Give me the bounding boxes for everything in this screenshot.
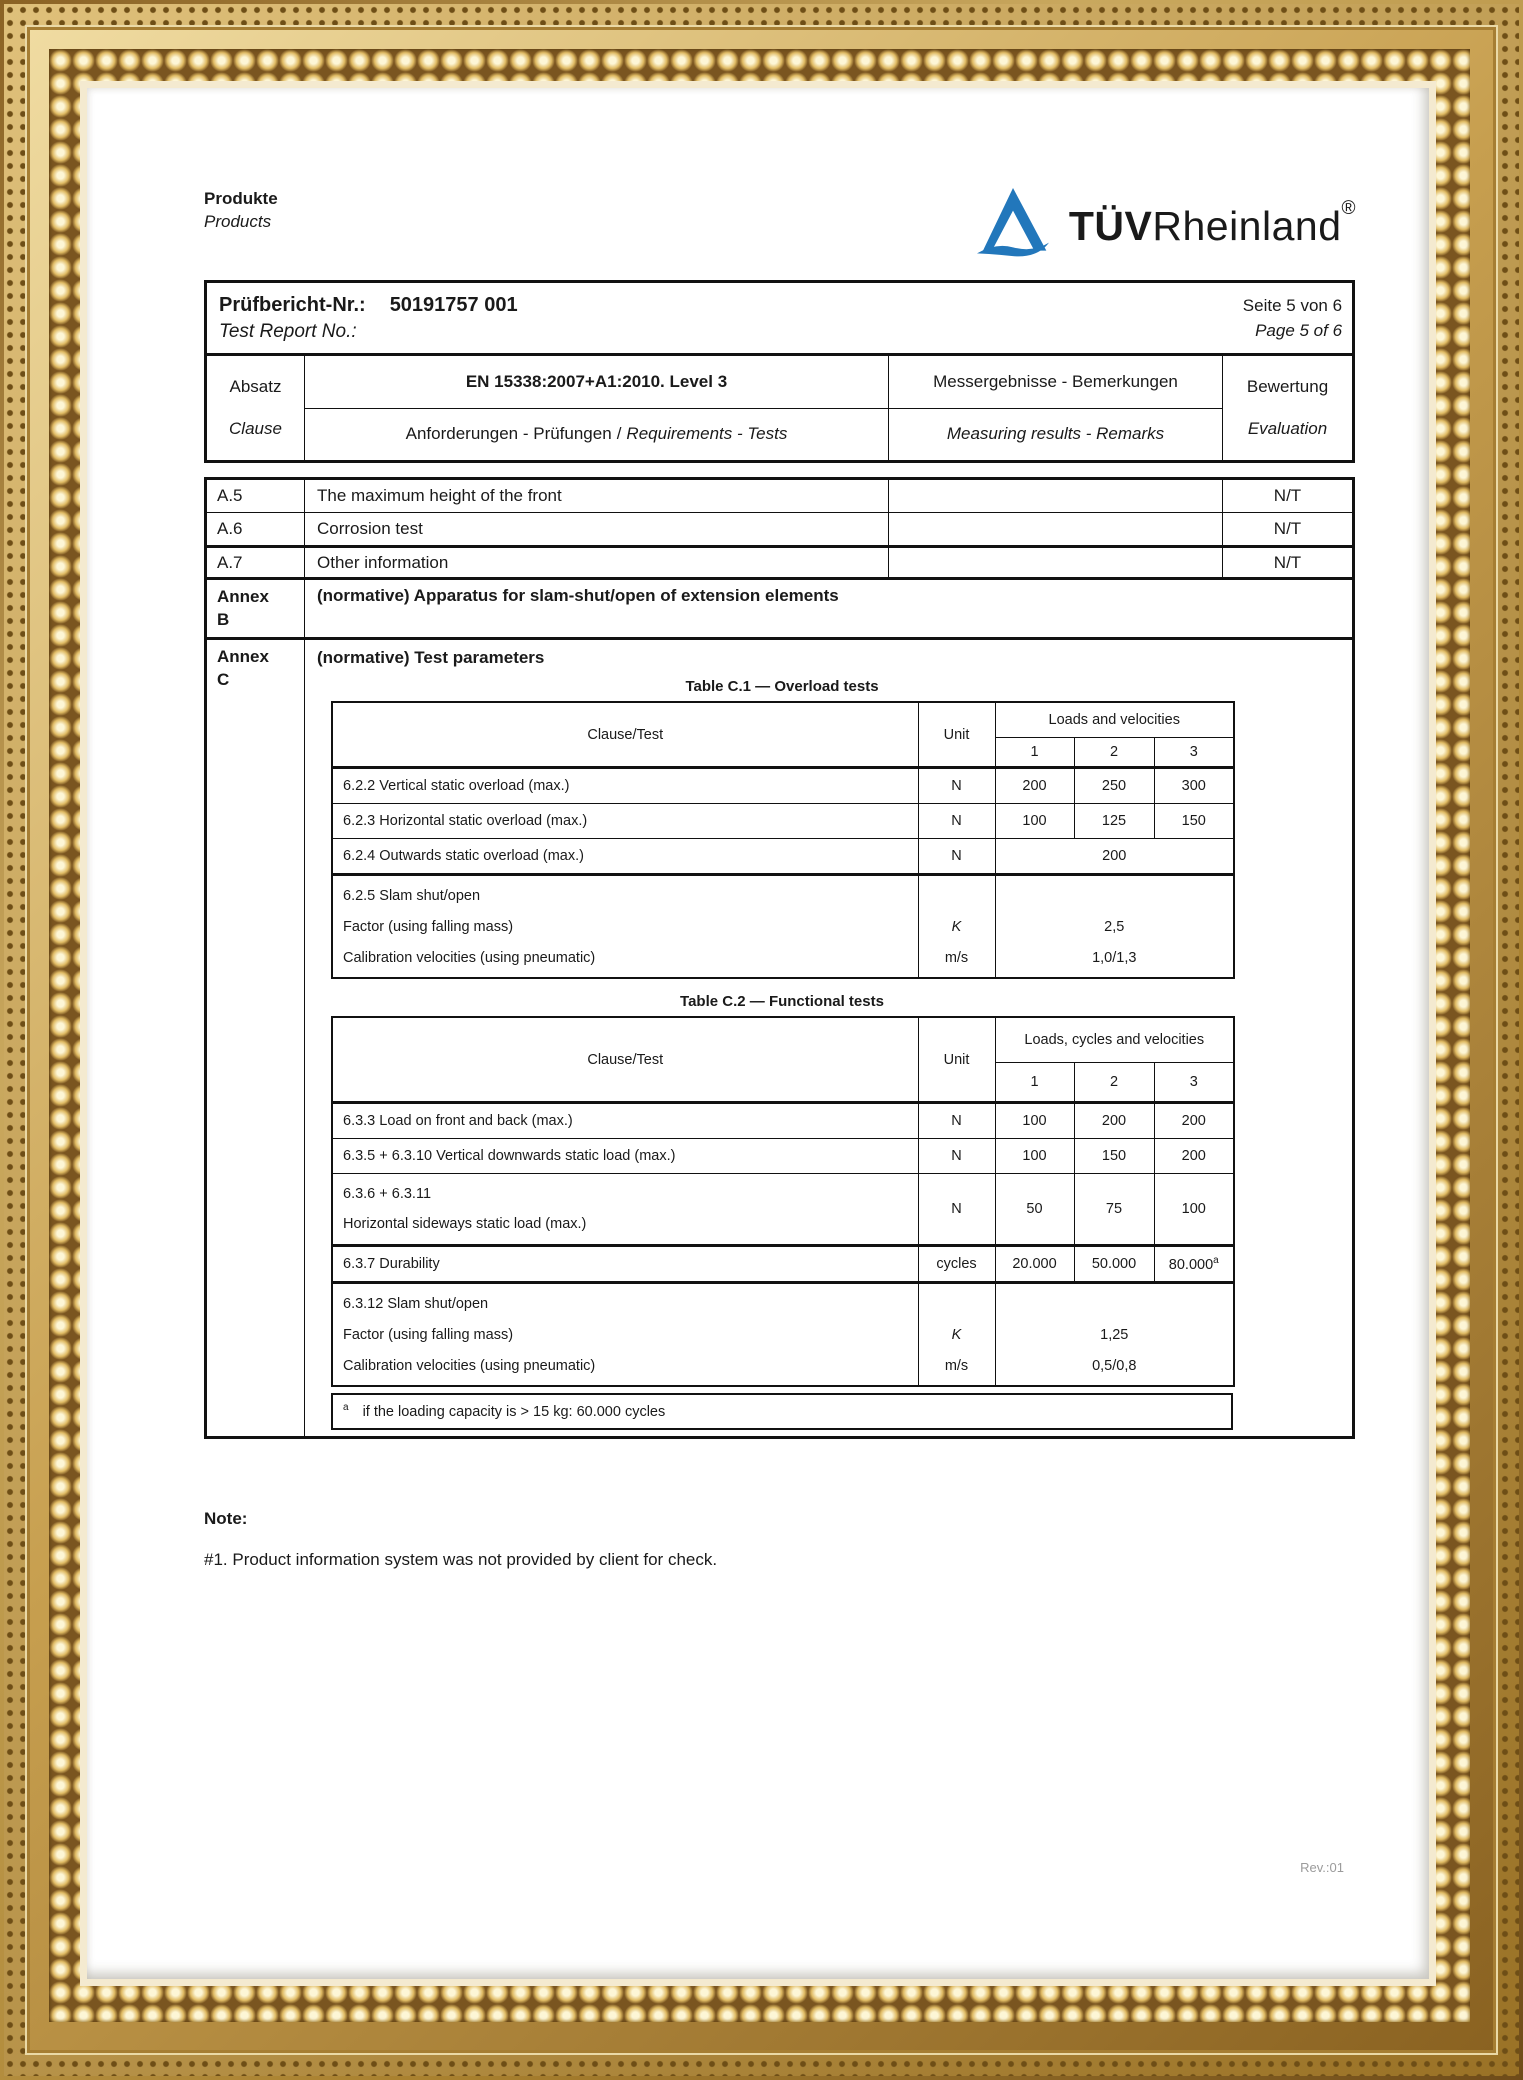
table-row: 6.2.4 Outwards static overload (max.) N 200 [332, 839, 1234, 875]
col-level-3: 3 [1154, 1063, 1234, 1103]
footnote-ref: a [1213, 1255, 1219, 1267]
footnote-marker: a [343, 1402, 349, 1413]
table-row: 6.3.5 + 6.3.10 Vertical downwards static load (max.) N 100 150 200 [332, 1139, 1234, 1174]
table-row: 6.3.6 + 6.3.11 Horizontal sideways static load (max.) N 50 75 100 [332, 1174, 1234, 1246]
col-unit: Unit [918, 702, 995, 768]
requirement-cell: Corrosion test [305, 513, 889, 547]
revision-label: Rev.:01 [1300, 1860, 1344, 1875]
report-number-block [219, 291, 518, 345]
clause-cell: A.5 [206, 479, 305, 513]
tuv-triangle-icon [973, 180, 1053, 268]
document-content [204, 88, 1356, 1570]
table-row-a6 [206, 513, 1354, 547]
table-row-a5 [206, 479, 1354, 513]
table-c2-caption: Table C.2 — Functional tests [680, 993, 884, 1010]
report-number-value: 50191757 001 [389, 294, 518, 317]
logo-tuv: TÜV [1068, 203, 1153, 249]
result-cell [889, 513, 1223, 547]
col-group-label: Loads and velocities [995, 702, 1234, 738]
evaluation-cell: N/T [1223, 479, 1354, 513]
document-page [87, 88, 1429, 1979]
table-row: 6.2.5 Slam shut/open [332, 875, 1234, 912]
table-row: Calibration velocities (using pneumatic) m/s 0,5/0,8 [332, 1350, 1234, 1386]
clause-cell: A.7 [206, 547, 305, 579]
requirements-table [204, 477, 1355, 1439]
annex-c-content [305, 639, 1354, 1438]
table-c1-caption: Table C.1 — Overload tests [685, 678, 879, 695]
brand-row [204, 188, 1356, 280]
page-indicator-block [1243, 293, 1342, 344]
table-row: 6.3.3 Load on front and back (max.) N 100 200 200 [332, 1103, 1234, 1139]
column-header-requirements [305, 355, 889, 462]
col-level-2: 2 [1074, 738, 1154, 768]
table-c2-footnote: $^a$ if the loading capacity is > 15 kg: 60.000 cycles [331, 1393, 1233, 1430]
column-header-evaluation: Bewertung Evaluation [1246, 377, 1329, 438]
table-row: 6.3.12 Slam shut/open [332, 1283, 1234, 1320]
table-row: 6.2.3 Horizontal static overload (max.) N 100 125 150 [332, 804, 1234, 839]
annex-b-title: (normative) Apparatus for slam-shut/open of extension elements [305, 579, 1354, 639]
two-line-clause: 6.3.6 + 6.3.11 Horizontal sideways static load (max.) [332, 1174, 918, 1246]
note-text: #1. Product information system was not provided by client for check. [204, 1549, 718, 1569]
table-row: 6.2.2 Vertical static overload (max.) N 200 250 300 [332, 768, 1234, 804]
evaluation-cell: N/T [1223, 513, 1354, 547]
corner-label [204, 188, 278, 234]
registered-mark: ® [1341, 198, 1356, 219]
durability-level3-value: 80.000$^a$ [1154, 1246, 1234, 1283]
table-row: Factor (using falling mass) K 2,5 [332, 911, 1234, 942]
table-row-a7 [206, 547, 1354, 579]
table-row-durability: 6.3.7 Durability cycles 20.000 50.000 80.000$^a$ [332, 1246, 1234, 1283]
corner-label-de: Produkte [204, 189, 278, 208]
table-c2-functional-tests [331, 1016, 1235, 1387]
result-cell [889, 547, 1223, 579]
annex-c-title: (normative) Test parameters [317, 648, 545, 667]
col-level-2: 2 [1074, 1063, 1154, 1103]
tuv-rheinland-logo [973, 180, 1356, 268]
column-header-clause: Absatz Clause [206, 355, 305, 462]
page-indicator-en: Page 5 of 6 [1255, 321, 1343, 340]
table-c1-header [332, 702, 1234, 738]
clause-cell: A.6 [206, 513, 305, 547]
annex-c-label: Annex C [206, 639, 305, 1438]
column-header-results: Messergebnisse - Bemerkungen Measuring results - Remarks [889, 355, 1223, 462]
report-header-table [204, 280, 1355, 463]
col-unit: Unit [918, 1017, 995, 1103]
requirement-cell: The maximum height of the front [305, 479, 889, 513]
note-title: Note: [204, 1508, 248, 1528]
requirement-cell: Other information [305, 547, 889, 579]
standard-reference: EN 15338:2007+A1:2010. Level 3 [305, 356, 888, 409]
col-clause-test: Clause/Test [332, 1017, 918, 1103]
report-number-en: Test Report No.: [219, 321, 357, 343]
report-header-row [206, 282, 1354, 355]
column-header-row [206, 355, 1354, 462]
logo-rheinland: Rheinland [1152, 203, 1342, 249]
table-row-annex-b [206, 579, 1354, 639]
col-group-label: Loads, cycles and velocities [995, 1017, 1234, 1063]
col-level-1: 1 [995, 1063, 1074, 1103]
corner-label-en: Products [204, 211, 272, 231]
table-row: Calibration velocities (using pneumatic) m/s 1,0/1,3 [332, 942, 1234, 978]
table-c2-header [332, 1017, 1234, 1063]
page-indicator-de: Seite 5 von 6 [1242, 295, 1343, 315]
evaluation-cell: N/T [1223, 547, 1354, 579]
col-level-3: 3 [1154, 738, 1234, 768]
report-number-de: Prüfbericht-Nr.: 50191757 001 [219, 294, 518, 317]
col-clause-test: Clause/Test [332, 702, 918, 768]
table-c1-overload-tests [331, 701, 1235, 979]
table-row-annex-c [206, 639, 1354, 1438]
table-row: Factor (using falling mass) K 1,25 [332, 1319, 1234, 1350]
requirements-label: Anforderungen - Prüfungen / Requirements - Tests [405, 424, 788, 444]
annex-b-label: Annex B [206, 579, 305, 639]
col-level-1: 1 [995, 738, 1074, 768]
result-cell [889, 479, 1223, 513]
tuv-logo-wordmark [1069, 198, 1356, 250]
